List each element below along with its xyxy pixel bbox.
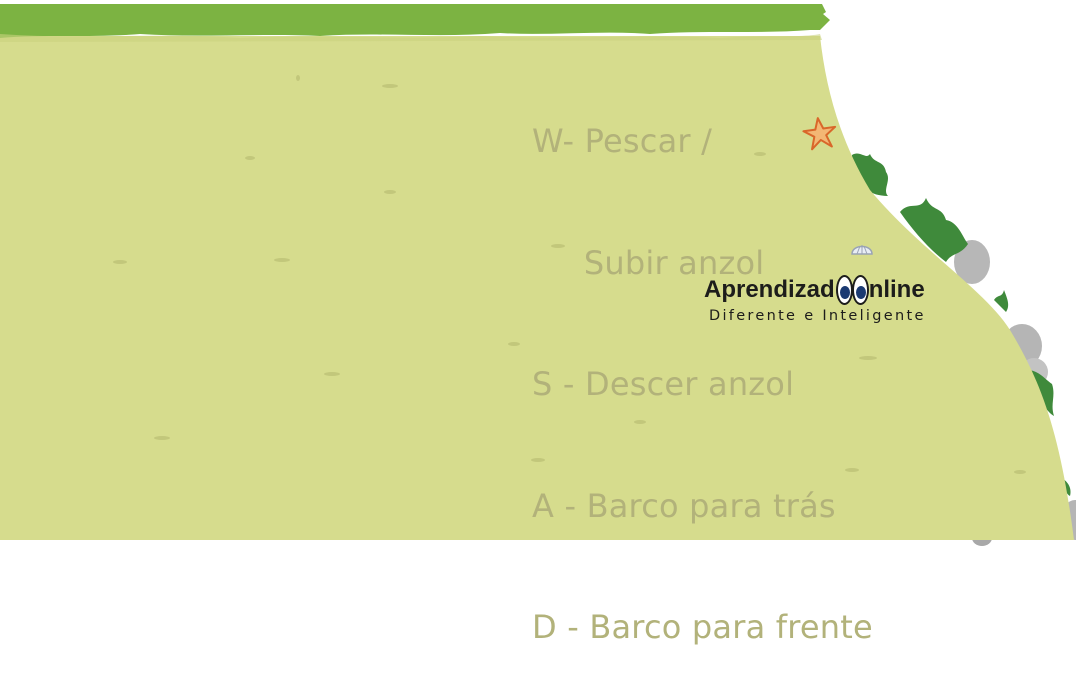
grass-strip <box>0 4 830 38</box>
logo-wordmark <box>704 272 974 308</box>
control-w-fish: W- Pescar / <box>532 122 713 160</box>
control-w-raise-hook: Subir anzol <box>532 243 765 282</box>
logo-brand-left: Aprendizad <box>704 276 835 303</box>
logo-tagline: Diferente e Inteligente <box>709 308 926 324</box>
control-a-boat-back: A - Barco para trás <box>532 486 836 525</box>
control-d-boat-forward: D - Barco para frente <box>532 608 873 646</box>
logo-brand-right: nline <box>868 276 925 303</box>
control-s-lower-hook: S - Descer anzol <box>532 365 795 403</box>
controls-instructions <box>532 40 873 688</box>
aprendizado-online-logo <box>704 272 974 324</box>
eyes-icon <box>836 275 868 305</box>
